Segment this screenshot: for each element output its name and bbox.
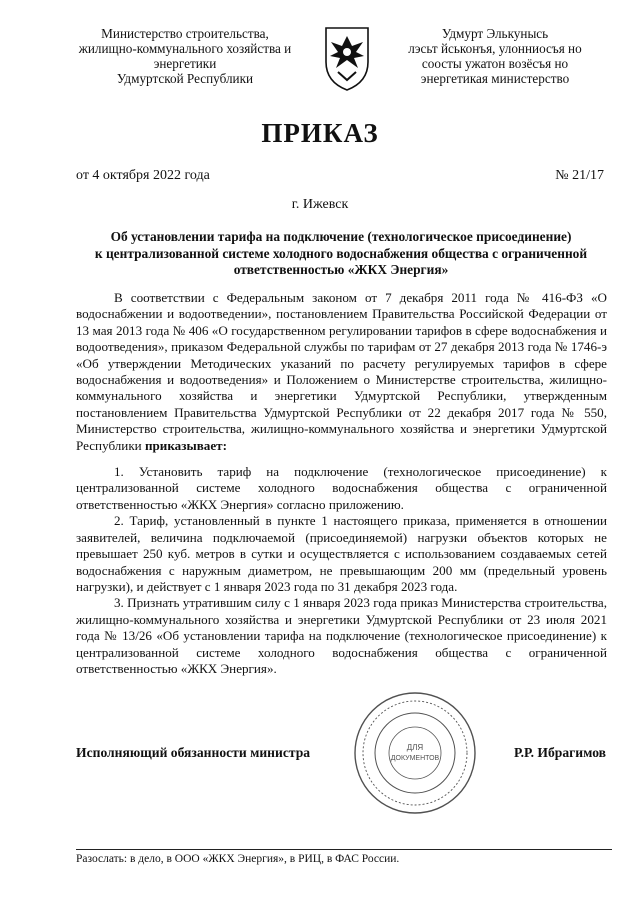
- ministry-name-line: жилищно-коммунального хозяйства и: [78, 41, 292, 56]
- seal-center-text: ДЛЯ: [406, 743, 424, 752]
- ministry-name-line: лэсьт йськонъя, улонниосъя но: [408, 41, 582, 56]
- ministry-name-line: Министерство строительства,: [101, 26, 269, 41]
- ministry-name-line: Удмурт Элькунысь: [441, 26, 549, 41]
- document-subject: [76, 229, 606, 279]
- document-date: от 4 октября 2022 года: [76, 168, 210, 183]
- preamble-paragraph: [76, 290, 607, 454]
- document-city: г. Ижевск: [291, 197, 349, 212]
- signatory-role: Исполняющий обязанности министра: [76, 745, 311, 760]
- order-item-3: 3. Признать утратившим силу с 1 января 2023 года приказ Министерства строительства, жилищно-коммунального хозяйства и энергетики Удмуртской Республики от 23 июля 2021 года № 13/26 «Об установлении тарифа на подключение (технологическое присоединение) к централизованной системе холодного водоснабжения общества с ограниченной ответственностью «ЖКХ Энергия».: [76, 595, 607, 676]
- document-number: № 21/17: [555, 168, 604, 183]
- subject-line: Об установлении тарифа на подключение (технологическое присоединение): [110, 229, 572, 244]
- ministry-name-udmurt: [380, 26, 610, 86]
- subject-line: ответственностью «ЖКХ Энергия»: [233, 262, 449, 277]
- signatory-name: Р.Р. Ибрагимов: [513, 745, 606, 760]
- subject-line: к централизованной системе холодного водоснабжения общества с ограниченной: [94, 245, 588, 261]
- coat-of-arms-icon: [318, 22, 376, 92]
- preamble-text: В соответствии с Федеральным законом от 7 декабря 2011 года № 416-ФЗ «О водоснабжении и водоотведении», постановлением Правительства Российской Федерации от 13 мая 2013 года № 406 «О государственном регулировании тарифов в сфере водоснабжения и водоотведения», приказом Федеральной службы по тарифам от 27 декабря 2013 года № 1746-э «Об утверждении Методических указаний по расчету регулируемых тарифов в сфере водоснабжения и водоотведения» и Положением о Министерстве строительства, жилищно-коммунального хозяйства и энергетики Удмуртской Республики, утвержденным постановлением Правительства Удмуртской Республики от 22 декабря 2017 года № 550, Министерство строительства, жилищно-коммунального хозяйства и энергетики Удмуртской Республики: [76, 290, 607, 453]
- footer-divider: [76, 849, 612, 850]
- order-item-2: 2. Тариф, установленный в пункте 1 настоящего приказа, применяется в отношении заявителей, величина подключаемой (присоединяемой) нагрузки объектов которых не превышает 250 куб. метров в сутки и осуществляется с использованием создаваемых сетей водоснабжения с наружным диаметром, не превышающим 200 мм (предельный уровень нагрузки), и действует с 1 января 2023 года по 31 декабря 2023 года.: [76, 513, 607, 594]
- ministry-name-russian: [50, 26, 320, 86]
- ministry-name-line: Удмуртской Республики: [116, 71, 254, 86]
- ministry-name-line: соосты ужатон возёсъя но: [421, 56, 569, 71]
- distribution-list: Разослать: в дело, в ООО «ЖКХ Энергия», в РИЦ, в ФАС России.: [76, 853, 400, 865]
- official-seal-icon: [352, 690, 478, 816]
- ministry-name-line: энергетикая министерство: [420, 71, 570, 86]
- order-item-1: 1. Установить тариф на подключение (технологическое присоединение) к централизованной системе холодного водоснабжения общества с ограниченной ответственностью «ЖКХ Энергия» согласно приложению.: [76, 464, 607, 512]
- ministry-name-line: энергетики: [153, 56, 217, 71]
- seal-center-text: ДОКУМЕНТОВ: [390, 755, 440, 762]
- orders-keyword: приказывает:: [144, 437, 227, 453]
- document-title: ПРИКАЗ: [261, 118, 379, 148]
- document-body: [76, 290, 607, 677]
